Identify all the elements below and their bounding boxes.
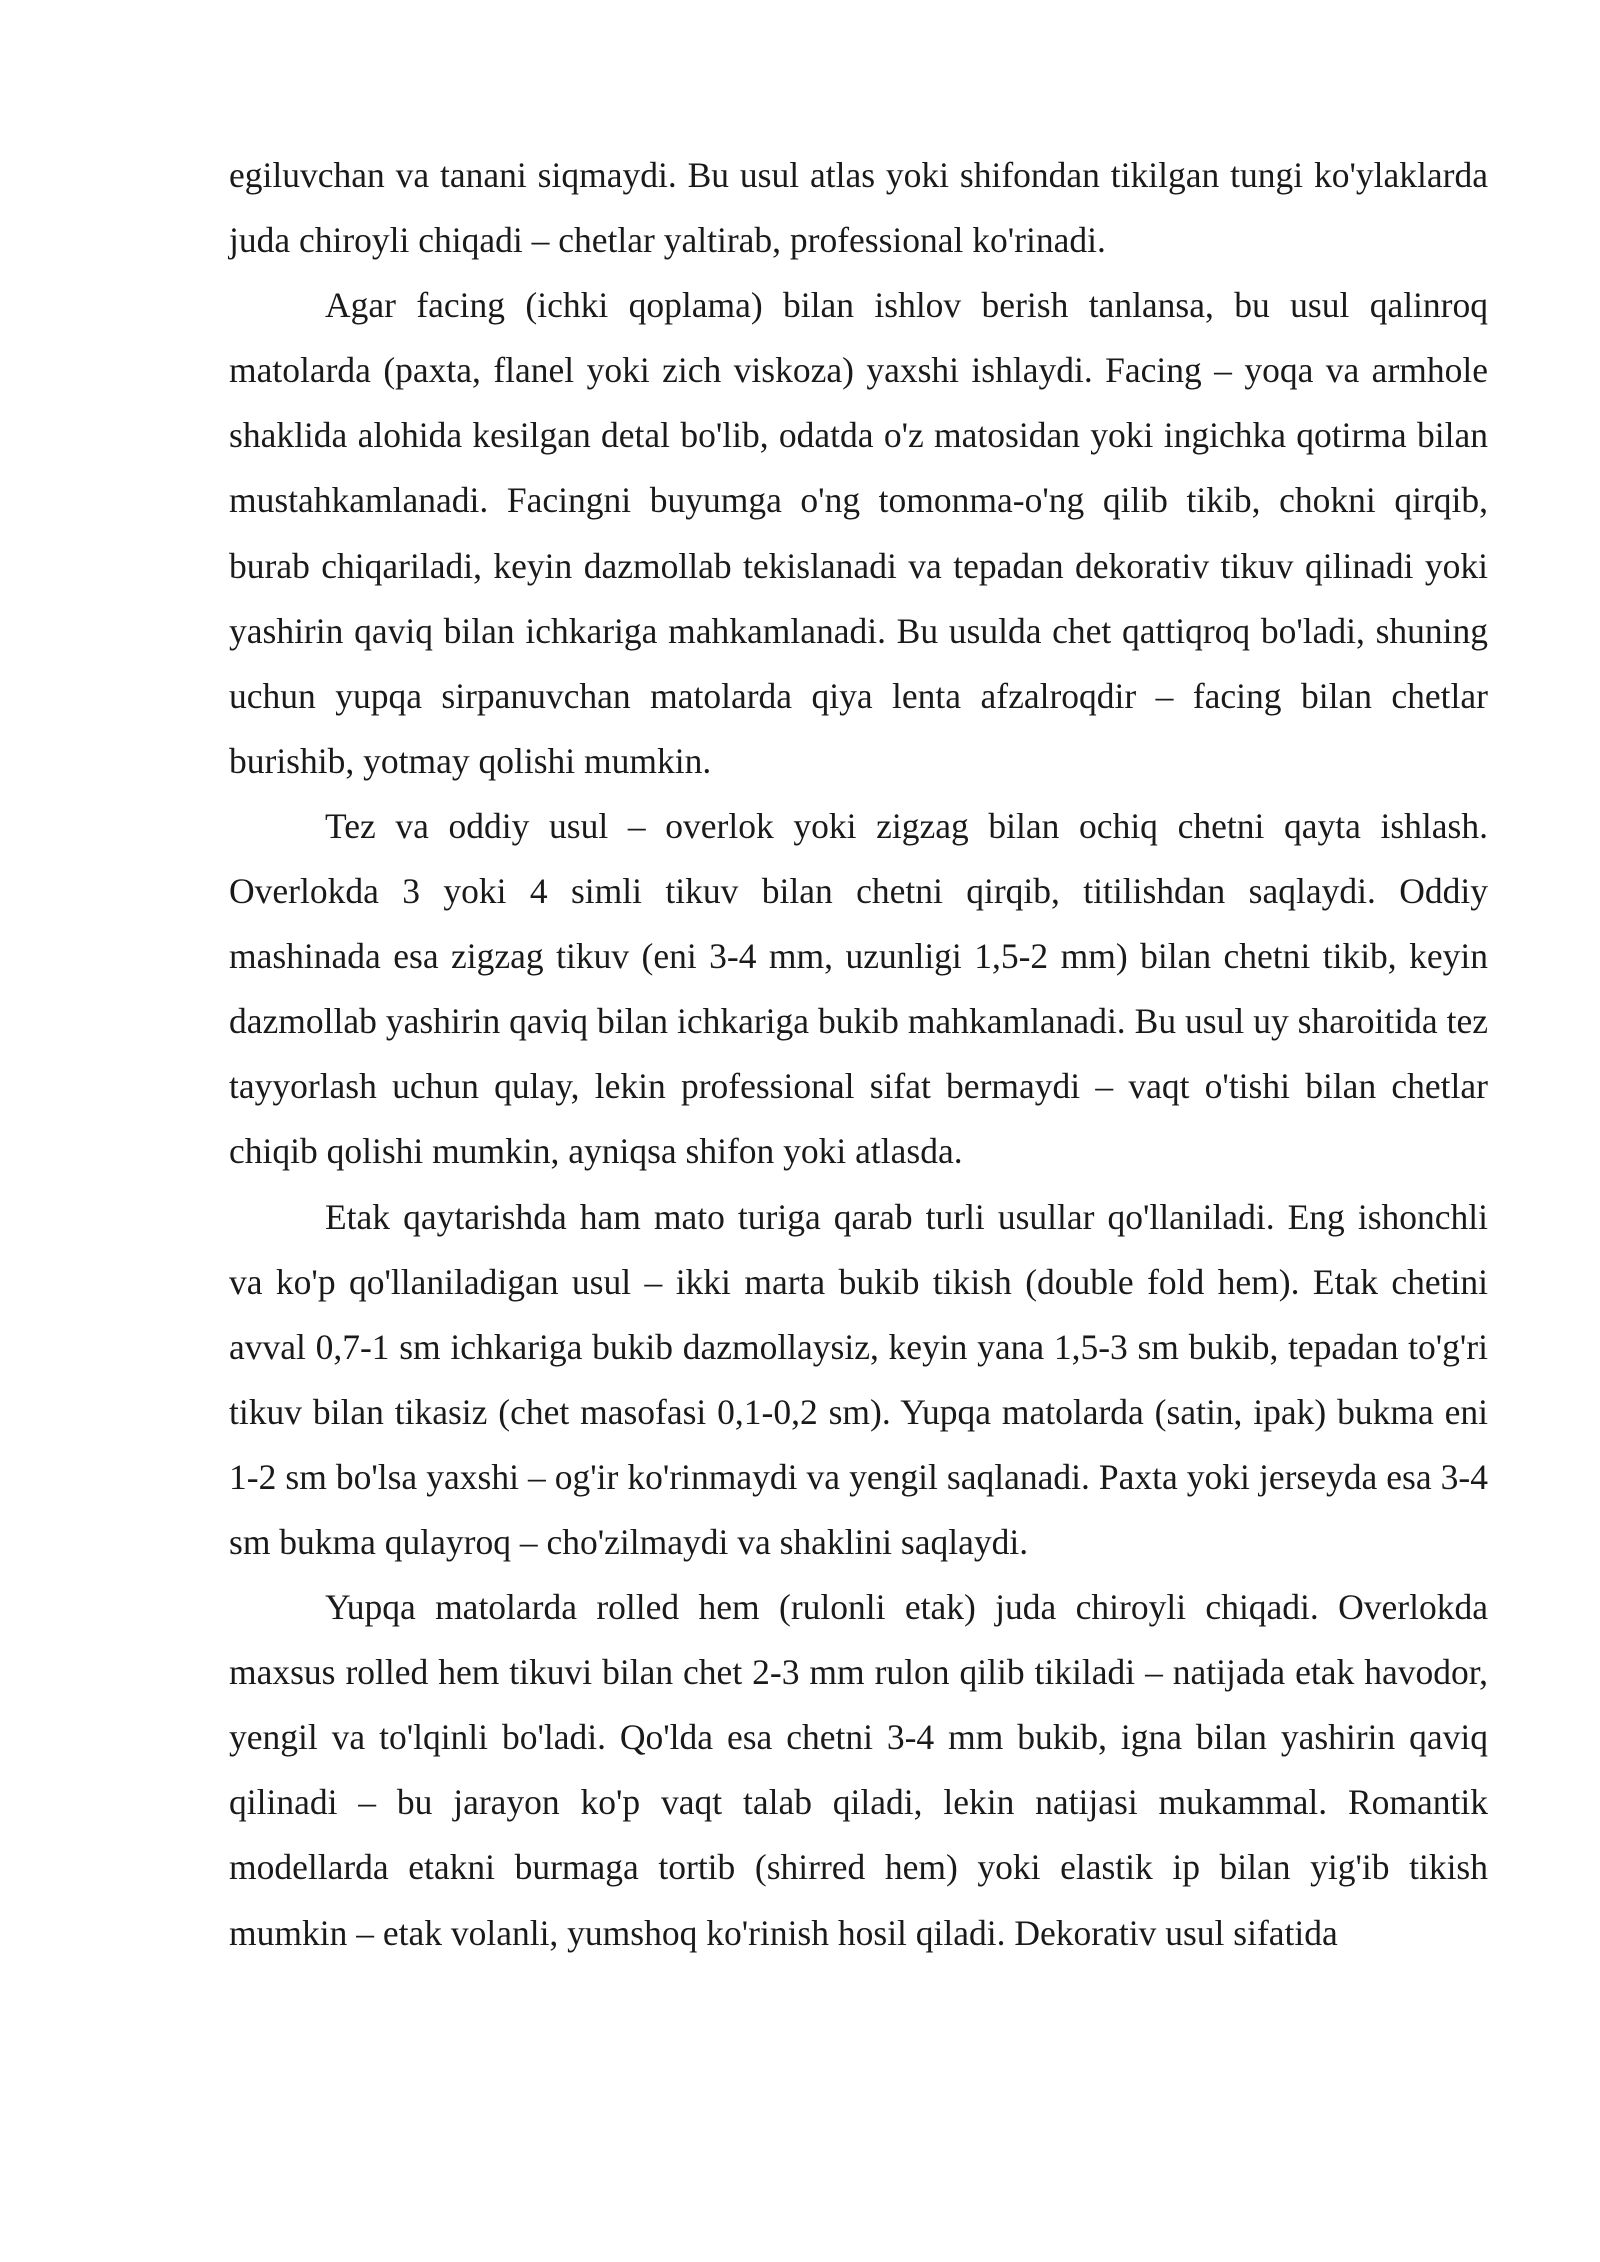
paragraph-rolled-hem: Yupqa matolarda rolled hem (rulonli etak) juda chiroyli chiqadi. Overlokda maxsus rolled hem tikuvi bilan chet 2-3 mm rulon qilib tikiladi – natijada etak havodor, yengil va to'lqinli bo'ladi. Qo'lda esa chetni 3-4 mm bukib, igna bilan yashirin qaviq qilinadi – bu jarayon ko'p vaqt talab qiladi, lekin natijasi mukammal. Romantik modellarda etakni burmaga tortib (shirred hem) yoki elastik ip bilan yig'ib tikish mumkin – etak volanli, yumshoq ko'rinish hosil qiladi. Dekorativ usul sifatida	[229, 1587, 1488, 1953]
document-body	[229, 143, 1488, 1966]
paragraph-hem-fold: Etak qaytarishda ham mato turiga qarab turli usullar qo'llaniladi. Eng ishonchli va ko'p qo'llaniladigan usul – ikki marta bukib tikish (double fold hem). Etak chetini avval 0,7-1 sm ichkariga bukib dazmollaysiz, keyin yana 1,5-3 sm bukib, tepadan to'g'ri tikuv bilan tikasiz (chet masofasi 0,1-0,2 sm). Yupqa matolarda (satin, ipak) bukma eni 1-2 sm bo'lsa yaxshi – og'ir ko'rinmaydi va yengil saqlanadi. Paxta yoki jerseyda esa 3-4 sm bukma qulayroq – cho'zilmaydi va shaklini saqlaydi.	[229, 1196, 1488, 1562]
paragraph-overlock: Tez va oddiy usul – overlok yoki zigzag bilan ochiq chetni qayta ishlash. Overlokda 3 yoki 4 simli tikuv bilan chetni qirqib, titilishdan saqlaydi. Oddiy mashinada esa zigzag tikuv (eni 3-4 mm, uzunligi 1,5-2 mm) bilan chetni tikib, keyin dazmollab yashirin qaviq bilan ichkariga bukib mahkamlanadi. Bu usul uy sharoitida tez tayyorlash uchun qulay, lekin professional sifat bermaydi – vaqt o'tishi bilan chetlar chiqib qolishi mumkin, ayniqsa shifon yoki atlasda.	[229, 805, 1488, 1172]
paragraph-facing: Agar facing (ichki qoplama) bilan ishlov berish tanlansa, bu usul qalinroq matolarda (paxta, flanel yoki zich viskoza) yaxshi ishlaydi. Facing – yoqa va armhole shaklida alohida kesilgan detal bo'lib, odatda o'z matosidan yoki ingichka qotirma bilan mustahkamlanadi. Facingni buyumga o'ng tomonma-o'ng qilib tikib, chokni qirqib, burab chiqariladi, keyin dazmollab tekislanadi va tepadan dekorativ tikuv qilinadi yoki yashirin qaviq bilan ichkariga mahkamlanadi. Bu usulda chet qattiqroq bo'ladi, shuning uchun yupqa sirpanuvchan matolarda qiya lenta afzalroqdir – facing bilan chetlar burishib, yotmay qolishi mumkin.	[229, 285, 1488, 781]
paragraph-continuation: egiluvchan va tanani siqmaydi. Bu usul atlas yoki shifondan tikilgan tungi ko'ylaklarda juda chiroyli chiqadi – chetlar yaltirab, professional ko'rinadi.	[229, 155, 1488, 261]
